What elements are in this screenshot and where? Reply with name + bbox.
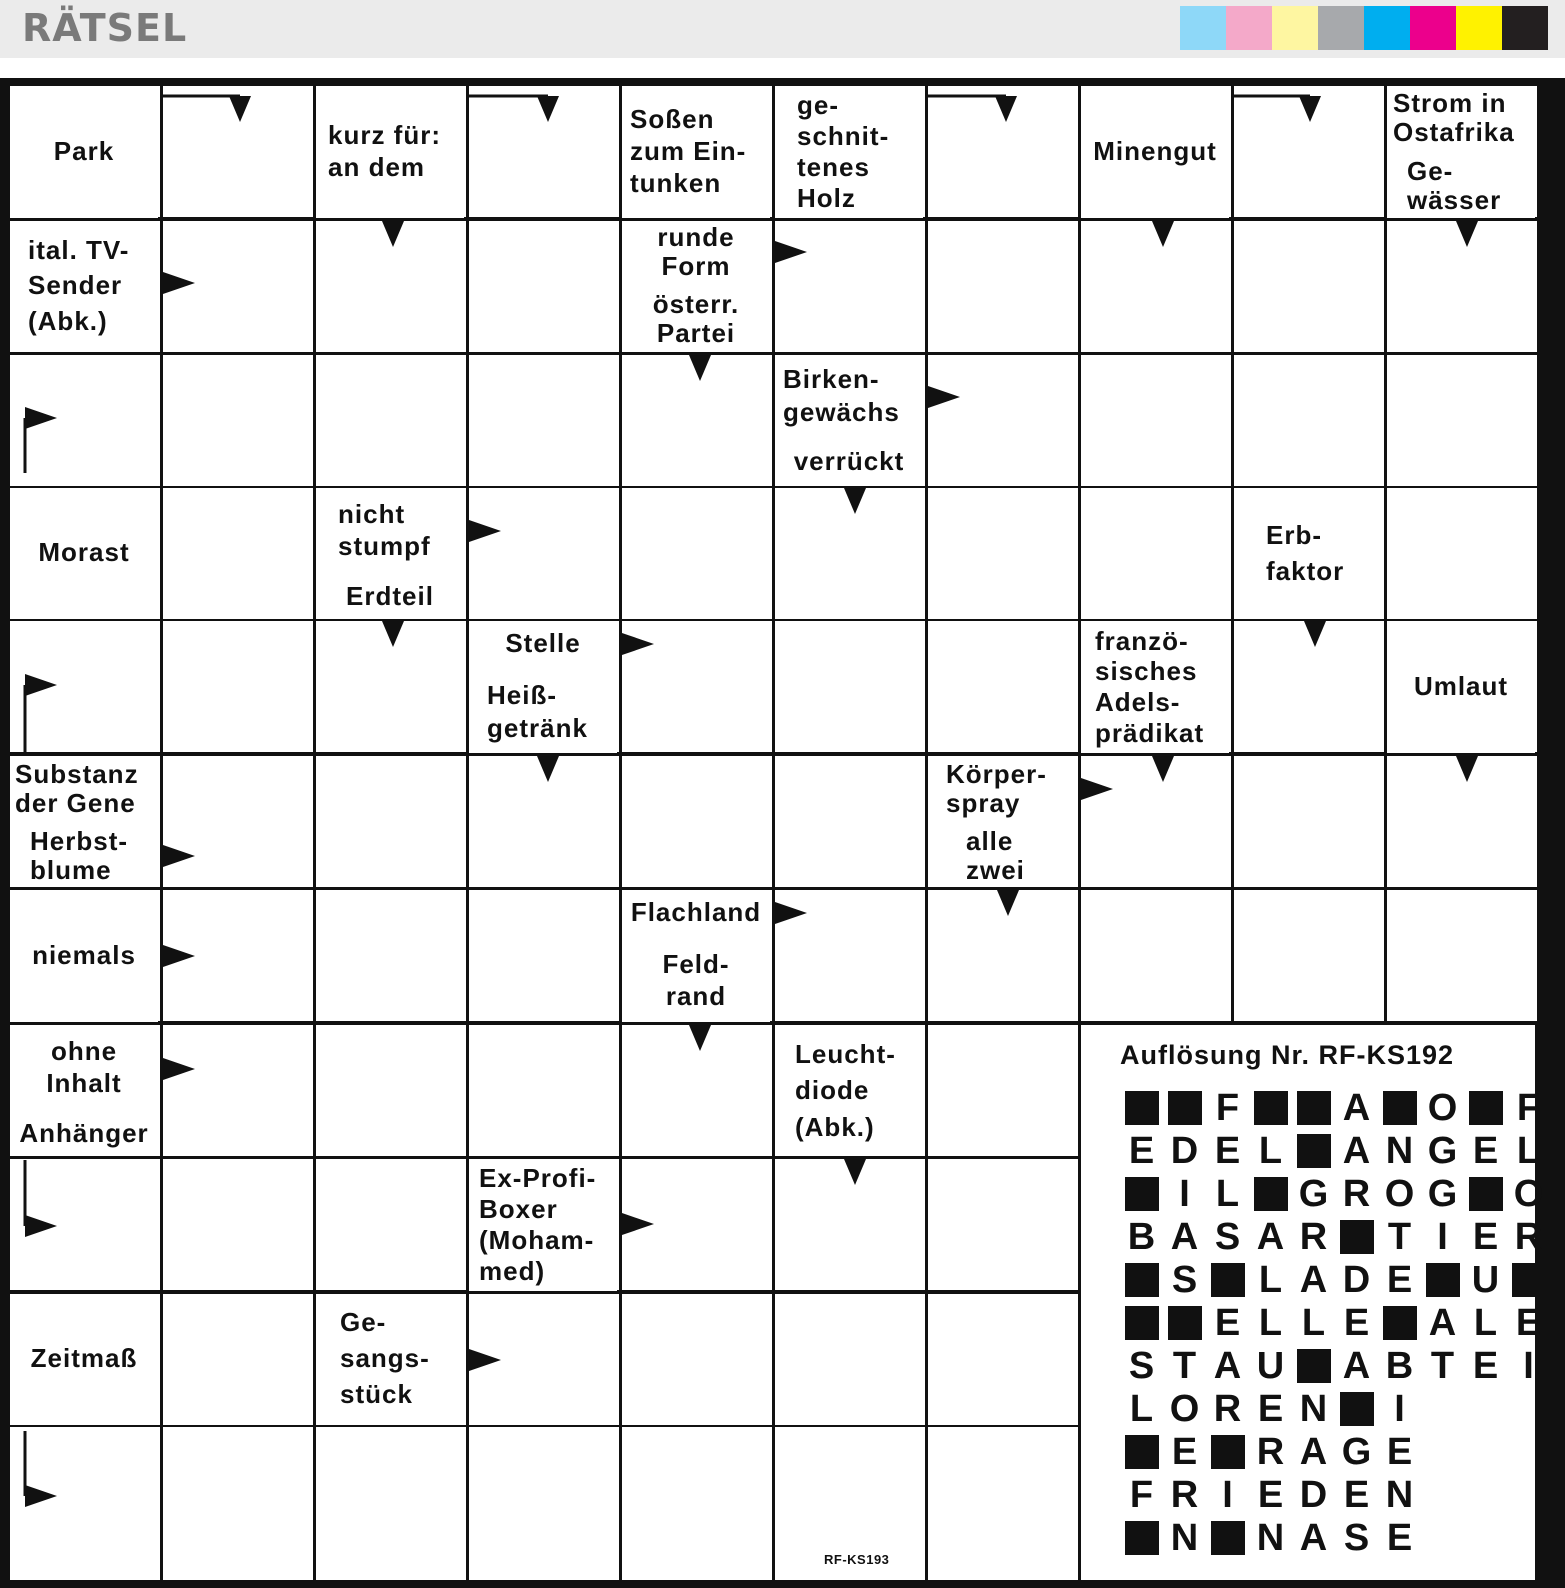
solution-letter: I <box>1222 1474 1233 1516</box>
grid-cell[interactable] <box>163 1427 313 1580</box>
solution-letter: E <box>1343 1474 1370 1516</box>
swatch-7 <box>1456 6 1502 50</box>
solution-letter: I <box>1179 1173 1190 1215</box>
clue-runde-form: runde Form <box>622 221 770 283</box>
solution-letter: E <box>1257 1388 1284 1430</box>
solution-letter: E <box>1343 1302 1370 1344</box>
solution-letter: A <box>1213 1345 1242 1387</box>
grid-cell[interactable] <box>1081 756 1231 887</box>
swatch-4 <box>1318 6 1364 50</box>
solution-letter: L <box>1473 1302 1498 1344</box>
solution-letter: G <box>1427 1130 1458 1172</box>
solution-letter: R <box>1256 1431 1285 1473</box>
solution-letter: E <box>1386 1517 1413 1559</box>
grid-cell[interactable] <box>1081 890 1231 1021</box>
solution-letter: S <box>1214 1216 1241 1258</box>
grid-cell[interactable] <box>163 756 313 887</box>
swatch-8 <box>1502 6 1548 50</box>
clue-park: Park <box>10 86 158 218</box>
solution-letter: R <box>1299 1216 1328 1258</box>
solution-letter: E <box>1515 1302 1542 1344</box>
solution-letter: E <box>1386 1259 1413 1301</box>
grid-cell[interactable] <box>316 355 466 486</box>
grid-cell[interactable] <box>928 488 1078 619</box>
solution-title: Auflösung Nr. RF-KS192 <box>1120 1040 1455 1070</box>
clue-verrueckt: verrückt <box>775 439 923 485</box>
solution-letter: A <box>1428 1302 1457 1344</box>
clue-feldrand: Feld- rand <box>622 938 770 1022</box>
solution-letter: R <box>1514 1216 1543 1258</box>
solution-letter: A <box>1170 1216 1199 1258</box>
grid-cell[interactable] <box>1234 621 1384 752</box>
solution-letter: N <box>1385 1474 1414 1516</box>
solution-black-cell <box>1335 1389 1378 1429</box>
clue-ital-tv-sender: ital. TV- Sender (Abk.) <box>10 221 158 351</box>
grid-cell[interactable] <box>316 1025 466 1156</box>
solution-letter: L <box>1215 1173 1240 1215</box>
solution-letter: N <box>1385 1130 1414 1172</box>
solution-row <box>1120 1475 1550 1515</box>
clue-franzoesisches-adelspraedikat: franzö- sisches Adels- prädikat <box>1081 621 1229 753</box>
grid-cell[interactable] <box>775 221 925 352</box>
solution-letter: O <box>1384 1173 1415 1215</box>
solution-black-cell <box>1120 1518 1163 1558</box>
solution-letter: A <box>1342 1130 1371 1172</box>
solution-black-cell <box>1163 1303 1206 1343</box>
solution-letter: L <box>1516 1130 1541 1172</box>
grid-cell[interactable] <box>775 890 925 1021</box>
solution-letter: U <box>1471 1259 1500 1301</box>
page-title: RÄTSEL <box>22 6 188 50</box>
solution-letter: F <box>1215 1087 1240 1129</box>
grid-cell[interactable] <box>622 355 772 486</box>
clue-kurz-fuer-an-dem: kurz für: an dem <box>316 86 464 218</box>
solution-letter: R <box>1213 1388 1242 1430</box>
solution-letter: L <box>1258 1259 1283 1301</box>
solution-letter: L <box>1129 1388 1154 1430</box>
solution-black-cell <box>1120 1174 1163 1214</box>
solution-letter: S <box>1128 1345 1155 1387</box>
grid-cell[interactable] <box>622 756 772 887</box>
solution-letter: L <box>1258 1302 1283 1344</box>
clue-umlaut: Umlaut <box>1387 621 1535 753</box>
grid-cell[interactable] <box>1234 221 1384 352</box>
grid-cell[interactable] <box>1387 756 1537 887</box>
grid-cell[interactable] <box>1234 355 1384 486</box>
clue-stelle: Stelle <box>469 621 617 667</box>
solution-letter: S <box>1171 1259 1198 1301</box>
grid-cell[interactable] <box>1387 355 1537 486</box>
solution-black-cell <box>1120 1260 1163 1300</box>
solution-letter: E <box>1257 1474 1284 1516</box>
clue-sossen: Soßen zum Ein- tunken <box>622 86 770 218</box>
color-calibration-swatches <box>1180 6 1548 50</box>
grid-cell[interactable] <box>775 488 925 619</box>
solution-letter: A <box>1342 1345 1371 1387</box>
grid-cell[interactable] <box>163 488 313 619</box>
clue-gesangsstueck: Ge- sangs- stück <box>316 1294 464 1424</box>
solution-black-cell <box>1120 1303 1163 1343</box>
clue-niemals: niemals <box>10 890 158 1022</box>
clue-minengut: Minengut <box>1081 86 1229 218</box>
solution-letter: E <box>1386 1431 1413 1473</box>
grid-cell[interactable] <box>928 221 1078 352</box>
grid-cell[interactable] <box>469 1427 619 1580</box>
solution-black-cell <box>1378 1303 1421 1343</box>
solution-letter: E <box>1171 1431 1198 1473</box>
crossword-puzzle <box>0 78 1565 1588</box>
grid-cell[interactable] <box>928 890 1078 1021</box>
clue-oesterr-partei: österr. Partei <box>622 286 770 351</box>
solution-black-cell <box>1292 1346 1335 1386</box>
grid-cell[interactable] <box>1387 890 1537 1021</box>
solution-letter: E <box>1128 1130 1155 1172</box>
solution-letter: E <box>1472 1130 1499 1172</box>
header-bar <box>0 0 1565 58</box>
solution-row <box>1120 1088 1550 1128</box>
grid-cell[interactable] <box>928 1025 1078 1156</box>
grid-cell[interactable] <box>928 621 1078 752</box>
solution-letter: E <box>1214 1302 1241 1344</box>
grid-cell[interactable] <box>469 355 619 486</box>
clue-substanz-der-gene: Substanz der Gene <box>10 756 158 821</box>
grid-cell[interactable] <box>622 1025 772 1156</box>
grid-cell[interactable] <box>1234 890 1384 1021</box>
clue-ohne-inhalt: ohne Inhalt <box>10 1025 158 1109</box>
swatch-3 <box>1272 6 1318 50</box>
solution-black-cell <box>1163 1088 1206 1128</box>
clue-nicht-stumpf: nicht stumpf <box>316 488 464 572</box>
solution-letter: A <box>1256 1216 1285 1258</box>
solution-letter: R <box>1342 1173 1371 1215</box>
clue-anhaenger: Anhänger <box>10 1112 158 1156</box>
solution-row <box>1120 1303 1550 1343</box>
clue-zeitmass: Zeitmaß <box>10 1294 158 1424</box>
clue-herbstblume: Herbst- blume <box>10 824 158 887</box>
solution-letter: I <box>1523 1345 1534 1387</box>
grid-cell[interactable] <box>163 1294 313 1425</box>
clue-koerperspray: Körper- spray <box>928 756 1076 821</box>
swatch-5 <box>1364 6 1410 50</box>
swatch-6 <box>1410 6 1456 50</box>
solution-letter: L <box>1258 1130 1283 1172</box>
grid-cell[interactable] <box>775 1294 925 1425</box>
solution-black-cell <box>1507 1260 1550 1300</box>
grid-cell[interactable] <box>163 221 313 352</box>
grid-cell[interactable] <box>928 355 1078 486</box>
solution-letter: R <box>1170 1474 1199 1516</box>
grid-cell[interactable] <box>316 1427 466 1580</box>
solution-row <box>1120 1260 1550 1300</box>
solution-row <box>1120 1432 1550 1472</box>
solution-black-cell <box>1120 1088 1163 1128</box>
swatch-2 <box>1226 6 1272 50</box>
solution-black-cell <box>1249 1088 1292 1128</box>
solution-letter: D <box>1299 1474 1328 1516</box>
solution-black-cell <box>1378 1088 1421 1128</box>
grid-cell[interactable] <box>775 621 925 752</box>
grid-cell[interactable] <box>316 756 466 887</box>
grid-cell[interactable] <box>469 488 619 619</box>
solution-letter: B <box>1385 1345 1414 1387</box>
solution-letter: A <box>1299 1517 1328 1559</box>
solution-letter: F <box>1129 1474 1154 1516</box>
clue-alle-zwei: alle zwei <box>928 824 1076 887</box>
grid-cell[interactable] <box>1081 221 1231 352</box>
solution-letter: N <box>1299 1388 1328 1430</box>
solution-letter: G <box>1427 1173 1458 1215</box>
grid-cell[interactable] <box>1387 221 1537 352</box>
grid-cell[interactable] <box>775 1159 925 1290</box>
clue-geschnittenes-holz: ge- schnit- tenes Holz <box>775 86 923 218</box>
clue-ex-profi-boxer: Ex-Profi- Boxer (Moham- med) <box>469 1159 617 1291</box>
swatch-1 <box>1180 6 1226 50</box>
grid-cell[interactable] <box>469 756 619 887</box>
grid-cell[interactable] <box>1081 488 1231 619</box>
grid-cell[interactable] <box>469 1025 619 1156</box>
grid-cell[interactable] <box>316 890 466 1021</box>
solution-black-cell <box>1292 1088 1335 1128</box>
solution-letter: E <box>1472 1345 1499 1387</box>
grid-cell[interactable] <box>622 1294 772 1425</box>
solution-row <box>1120 1518 1550 1558</box>
solution-letter: I <box>1437 1216 1448 1258</box>
solution-letter: A <box>1299 1259 1328 1301</box>
solution-letter: G <box>1298 1173 1329 1215</box>
solution-black-cell <box>1464 1174 1507 1214</box>
grid-cell[interactable] <box>469 221 619 352</box>
grid-cell[interactable] <box>775 756 925 887</box>
clue-leuchtdiode: Leucht- diode (Abk.) <box>775 1025 923 1156</box>
grid-cell[interactable] <box>163 1159 313 1290</box>
grid-cell[interactable] <box>928 1427 1078 1580</box>
clue-flachland: Flachland <box>622 890 770 935</box>
grid-cell[interactable] <box>316 1159 466 1290</box>
solution-letter: S <box>1343 1517 1370 1559</box>
solution-letter: A <box>1342 1087 1371 1129</box>
solution-black-cell <box>1335 1217 1378 1257</box>
solution-row <box>1120 1346 1550 1386</box>
solution-row <box>1120 1217 1550 1257</box>
solution-black-cell <box>1421 1260 1464 1300</box>
clue-erbfaktor: Erb- faktor <box>1234 488 1382 618</box>
solution-letter: U <box>1256 1345 1285 1387</box>
solution-letter: D <box>1170 1130 1199 1172</box>
solution-row <box>1120 1131 1550 1171</box>
solution-letter: D <box>1342 1259 1371 1301</box>
grid-cell[interactable] <box>928 1159 1078 1290</box>
grid-cell[interactable] <box>469 890 619 1021</box>
solution-letter: A <box>1299 1431 1328 1473</box>
grid-cell[interactable] <box>163 355 313 486</box>
solution-black-cell <box>1206 1518 1249 1558</box>
solution-letter: E <box>1214 1130 1241 1172</box>
solution-black-cell <box>1206 1432 1249 1472</box>
grid-cell[interactable] <box>1081 355 1231 486</box>
clue-morast: Morast <box>10 488 158 618</box>
solution-black-cell <box>1292 1131 1335 1171</box>
solution-letter: B <box>1127 1216 1156 1258</box>
solution-letter: E <box>1472 1216 1499 1258</box>
grid-cell[interactable] <box>622 488 772 619</box>
solution-letter: T <box>1387 1216 1412 1258</box>
clue-heissgetraenk: Heiß- getränk <box>469 670 617 753</box>
puzzle-code: RF-KS193 <box>824 1552 890 1567</box>
solution-letter: N <box>1170 1517 1199 1559</box>
solution-letter: O <box>1169 1388 1200 1430</box>
grid-cell[interactable] <box>622 621 772 752</box>
solution-letter: F <box>1516 1087 1541 1129</box>
solution-letter: G <box>1341 1431 1372 1473</box>
solution-black-cell <box>1206 1260 1249 1300</box>
solution-row <box>1120 1389 1550 1429</box>
solution-letter: O <box>1513 1173 1544 1215</box>
grid-cell[interactable] <box>928 1294 1078 1425</box>
solution-letter: O <box>1427 1087 1458 1129</box>
solution-letter: L <box>1301 1302 1326 1344</box>
solution-black-cell <box>1120 1432 1163 1472</box>
solution-letter: T <box>1172 1345 1197 1387</box>
grid-cell[interactable] <box>1387 488 1537 619</box>
grid-cell[interactable] <box>622 1427 772 1580</box>
grid-cell[interactable] <box>163 621 313 752</box>
solution-letter: I <box>1394 1388 1405 1430</box>
solution-letter: T <box>1430 1345 1455 1387</box>
clue-erdteil: Erdteil <box>316 575 464 618</box>
solution-row <box>1120 1174 1550 1214</box>
clue-strom-in-ostafrika: Strom in Ostafrika <box>1387 86 1535 150</box>
grid-cell[interactable] <box>163 1025 313 1156</box>
solution-black-cell <box>1464 1088 1507 1128</box>
solution-letter: N <box>1256 1517 1285 1559</box>
clue-birkengewaechs: Birken- gewächs <box>775 355 923 436</box>
grid-cell[interactable] <box>1234 756 1384 887</box>
clue-gewaesser: Ge- wässer <box>1387 153 1535 218</box>
solution-black-cell <box>1249 1174 1292 1214</box>
